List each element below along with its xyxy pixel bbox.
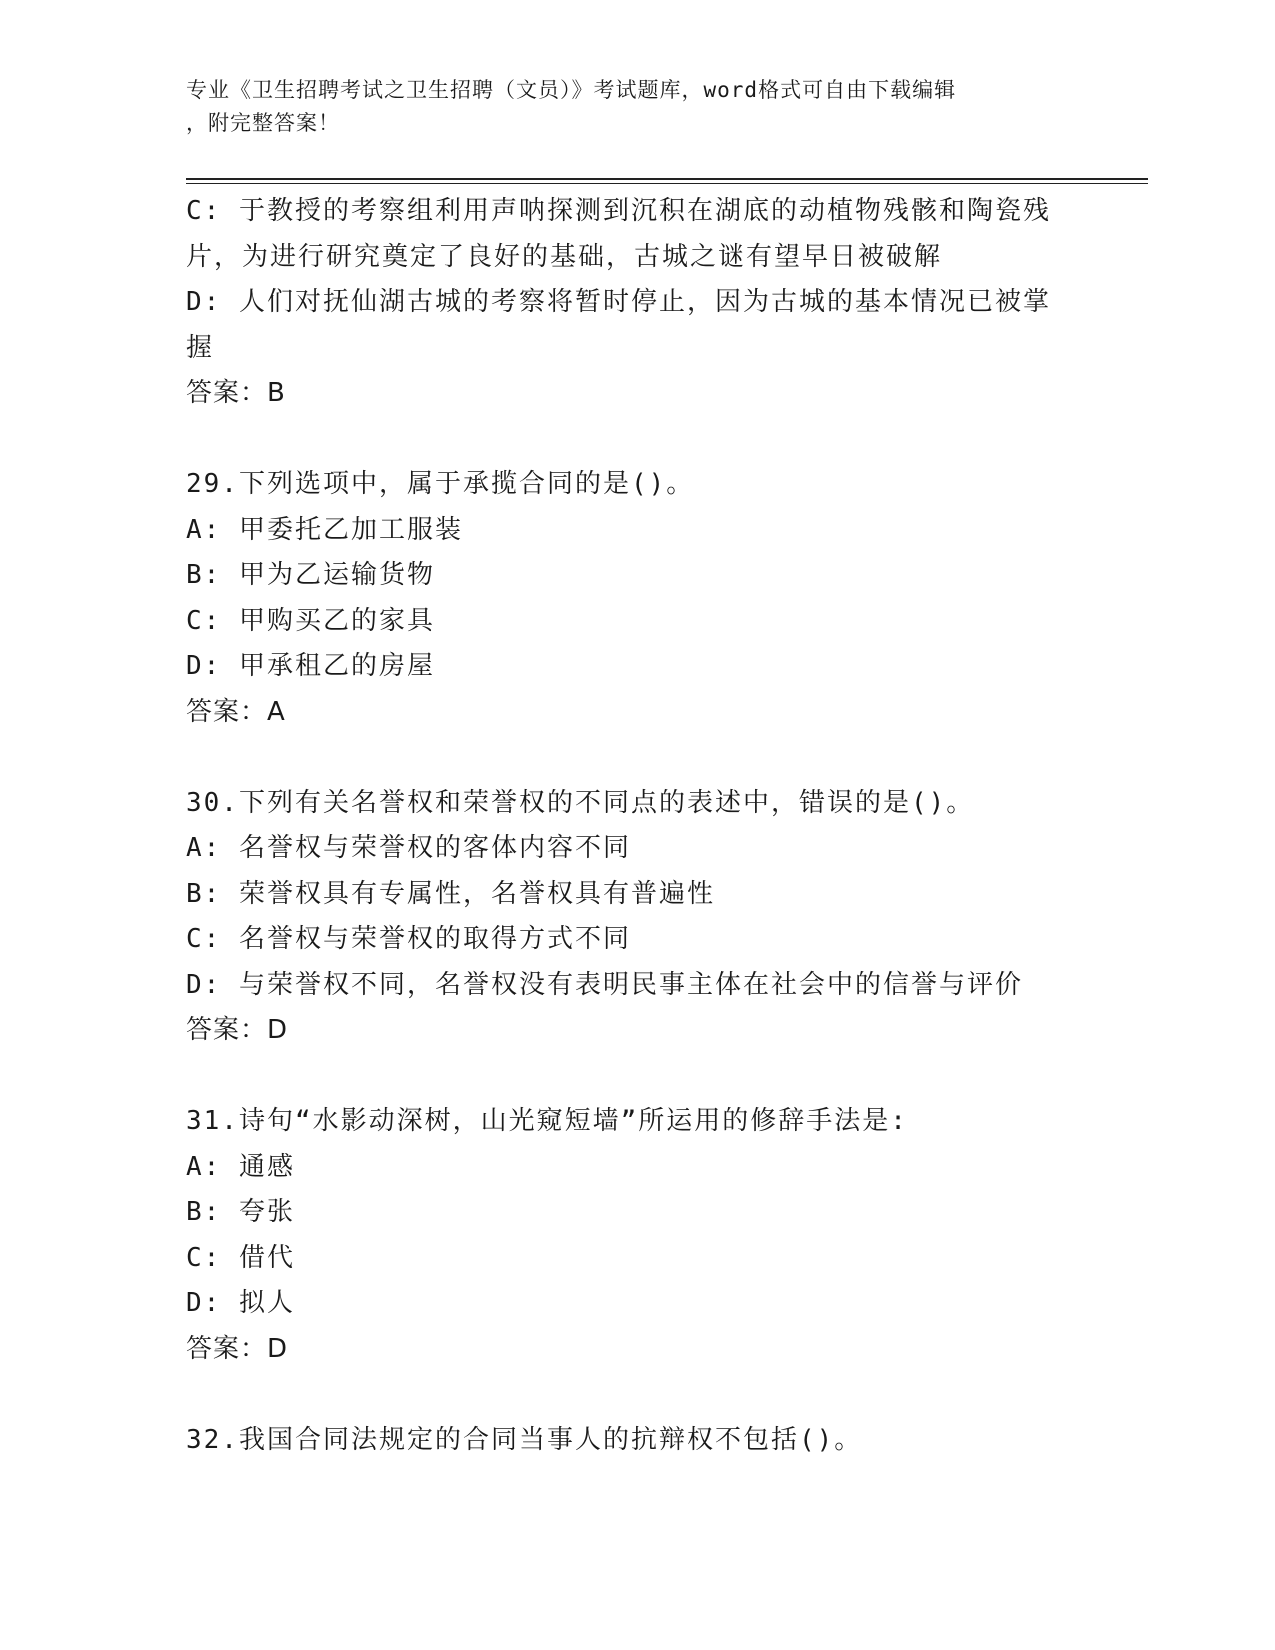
document-header bbox=[186, 74, 1066, 140]
option-b: B: 夸张 bbox=[186, 1197, 295, 1227]
option-a: A: 甲委托乙加工服装 bbox=[186, 514, 463, 545]
question-31 bbox=[186, 1099, 1086, 1372]
question-continuation bbox=[186, 189, 1086, 417]
option-d: D: 与荣誉权不同，名誉权没有表明民事主体在社会中的信誉与评价 bbox=[186, 969, 1023, 1000]
option-a: A: 通感 bbox=[186, 1151, 295, 1182]
option-d: D: 甲承租乙的房屋 bbox=[186, 651, 435, 681]
answer-label: 答案：A bbox=[186, 696, 286, 727]
option-b: B: 甲为乙运输货物 bbox=[186, 560, 435, 590]
spacer bbox=[186, 417, 1086, 463]
answer-label: 答案：D bbox=[186, 1333, 289, 1364]
question-stem: 30.下列有关名誉权和荣誉权的不同点的表述中，错误的是()。 bbox=[186, 787, 975, 818]
option-c-line-1: C: 于教授的考察组利用声呐探测到沉积在湖底的动植物残骸和陶瓷残 bbox=[186, 196, 1051, 226]
option-c: C: 借代 bbox=[186, 1242, 295, 1273]
question-30 bbox=[186, 781, 1086, 1054]
spacer bbox=[186, 1054, 1086, 1100]
option-c: C: 甲购买乙的家具 bbox=[186, 605, 435, 636]
option-d-line-1: D: 人们对抚仙湖古城的考察将暂时停止，因为古城的基本情况已被掌 bbox=[186, 287, 1051, 317]
header-line-1: 专业《卫生招聘考试之卫生招聘（文员）》考试题库，word格式可自由下载编辑 bbox=[186, 78, 957, 102]
option-d-line-2: 握 bbox=[186, 332, 215, 363]
question-29 bbox=[186, 462, 1086, 735]
question-32 bbox=[186, 1418, 1086, 1464]
answer-label: 答案：B bbox=[186, 378, 286, 408]
header-line-2: ，附完整答案！ bbox=[186, 111, 340, 135]
spacer bbox=[186, 735, 1086, 781]
option-d: D: 拟人 bbox=[186, 1288, 295, 1318]
answer-label: 答案：D bbox=[186, 1015, 289, 1045]
option-b: B: 荣誉权具有专属性，名誉权具有普遍性 bbox=[186, 878, 715, 909]
question-stem: 31.诗句“水影动深树，山光窥短墙”所运用的修辞手法是: bbox=[186, 1106, 908, 1136]
question-stem: 29.下列选项中，属于承揽合同的是()。 bbox=[186, 469, 695, 499]
option-a: A: 名誉权与荣誉权的客体内容不同 bbox=[186, 833, 631, 863]
header-divider-thin bbox=[186, 183, 1148, 184]
option-c: C: 名誉权与荣誉权的取得方式不同 bbox=[186, 924, 631, 954]
spacer bbox=[186, 1372, 1086, 1418]
option-c-line-2: 片，为进行研究奠定了良好的基础，古城之谜有望早日被破解 bbox=[186, 241, 943, 272]
header-divider-thick bbox=[186, 178, 1148, 180]
question-stem: 32.我国合同法规定的合同当事人的抗辩权不包括()。 bbox=[186, 1424, 863, 1455]
question-content bbox=[186, 189, 1086, 1463]
